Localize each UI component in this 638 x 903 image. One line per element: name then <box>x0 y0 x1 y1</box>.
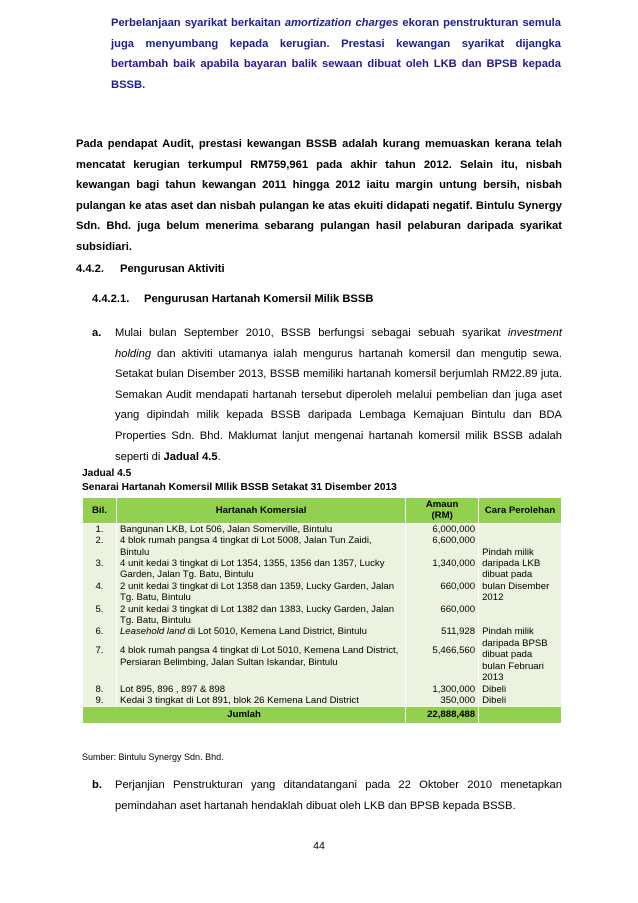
blue-paragraph-text-1: Perbelanjaan syarikat berkaitan <box>111 17 285 29</box>
blue-highlight-paragraph <box>111 13 561 95</box>
section-number: 4.4.2. <box>76 263 104 275</box>
row-acquisition-method: Dibeli <box>479 684 562 695</box>
row-amount: 350,000 <box>406 695 479 707</box>
row-description-italic: Leasehold land <box>119 626 186 638</box>
row-amount: 660,000 <box>406 581 479 604</box>
item-a-end: . <box>217 450 221 463</box>
row-description <box>116 626 405 645</box>
row-amount: 511,928 <box>406 626 479 645</box>
row-description: Bangunan LKB, Lot 506, Jalan Somerville, Bintulu <box>116 523 405 535</box>
row-description: Kedai 3 tingkat di Lot 891, blok 26 Kemena Land District <box>116 695 405 707</box>
row-description: Lot 895, 896 , 897 & 898 <box>116 684 405 695</box>
row-amount: 6,000,000 <box>406 523 479 535</box>
row-acquisition-method: Pindah milik daripada LKB dibuat pada bulan Disember 2012 <box>479 523 562 626</box>
row-description: 4 unit kedai 3 tingkat di Lot 1354, 1355, 1356 dan 1357, Lucky Garden, Jalan Tg. Batu, Bintulu <box>116 558 405 581</box>
section-heading-4-4-2-1 <box>92 293 373 305</box>
row-amount: 6,600,000 <box>406 535 479 558</box>
list-item-a <box>92 323 562 463</box>
section-heading-4-4-2 <box>76 263 225 275</box>
audit-opinion-paragraph: Pada pendapat Audit, prestasi kewangan BSSB adalah kurang memuaskan kerana telah mencatat kerugian terkumpul RM759,961 pada akhir tahun 2012. Selain itu, nisbah kewangan bagi tahun kewangan 2011 hingga 2012 iaitu margin untung bersih, nisbah pulangan ke atas aset dan nisbah pulangan ke atas ekuiti didapati negatif. Bintulu Synergy Sdn. Bhd. juga belum menerima sebarang pulangan hasil pelaburan daripada syarikat subsidiari. <box>76 138 562 253</box>
row-amount: 5,466,560 <box>406 645 479 683</box>
row-description: 4 blok rumah pangsa 4 tingkat di Lot 5008, Jalan Tun Zaidi, Bintulu <box>116 535 405 558</box>
row-bil: 6. <box>83 626 117 645</box>
row-bil: 9. <box>83 695 117 707</box>
header-amaun: Amaun (RM) <box>406 498 479 524</box>
header-hartanah: Hartanah Komersial <box>116 498 405 524</box>
row-acquisition-method: Pindah milik daripada BPSB dibuat pada bulan Februari 2013 <box>479 626 562 683</box>
table-title: Senarai Hartanah Komersil MIlik BSSB Setakat 31 Disember 2013 <box>82 482 397 493</box>
row-bil: 1. <box>83 523 117 535</box>
table-row <box>83 684 562 695</box>
table-header-row <box>83 498 562 524</box>
row-bil: 3. <box>83 558 117 581</box>
section-title: Pengurusan Aktiviti <box>120 263 225 275</box>
blue-paragraph-text-2: ekoran penstrukturan semula juga menyumbang kepada kerugian. Prestasi kewangan syarikat dijangka bertambah baik apabila bayaran balik sewaan dibuat oleh LKB dan BPSB kepada BSSB. <box>111 17 561 91</box>
row-description: 4 blok rumah pangsa 4 tingkat di Lot 5010, Kemena Land District, Persiaran Belimbing, Jalan Sultan Iskandar, Bintulu <box>116 645 405 683</box>
item-a-text-1: Mulai bulan September 2010, BSSB berfungsi sebagai sebuah syarikat <box>115 327 508 339</box>
row-acquisition-method: Dibeli <box>479 695 562 707</box>
table-reference: Jadual 4.5 <box>163 450 218 463</box>
table-total-row <box>83 707 562 723</box>
row-bil: 4. <box>83 581 117 604</box>
list-marker: a. <box>92 327 102 339</box>
total-amount: 22,888,488 <box>406 707 479 723</box>
section-title: Pengurusan Hartanah Komersil Milik BSSB <box>144 293 374 305</box>
table-row <box>83 523 562 535</box>
list-item-body <box>115 323 562 467</box>
total-empty-cell <box>479 707 562 723</box>
table-row <box>83 626 562 645</box>
page-number: 44 <box>313 840 325 852</box>
row-bil: 8. <box>83 684 117 695</box>
row-description-text: di Lot 5010, Kemena Land District, Bintulu <box>185 626 367 638</box>
list-item-body: Perjanjian Penstrukturan yang ditandatangani pada 22 Oktober 2010 menetapkan pemindahan aset hartanah hendaklah dibuat oleh LKB dan BPSB kepada BSSB. <box>115 779 562 812</box>
item-a-italic: investment holding <box>115 327 562 360</box>
row-amount: 1,340,000 <box>406 558 479 581</box>
row-description: 2 unit kedai 3 tingkat di Lot 1382 dan 1383, Lucky Garden, Jalan Tg. Batu, Bintulu <box>116 604 405 627</box>
section-number: 4.4.2.1. <box>92 293 130 305</box>
row-amount: 1,300,000 <box>406 684 479 695</box>
header-bil: Bil. <box>83 498 117 524</box>
row-description: 2 unit kedai 3 tingkat di Lot 1358 dan 1359, Lucky Garden, Jalan Tg. Batu, Bintulu <box>116 581 405 604</box>
table-source: Sumber: Bintulu Synergy Sdn. Bhd. <box>82 752 224 762</box>
row-bil: 5. <box>83 604 117 627</box>
item-a-text-2: dan aktiviti utamanya ialah mengurus hartanah komersil dan mengutip sewa. Setakat bulan Disember 2013, BSSB memiliki hartanah komersil berjumlah RM22.89 juta. Semakan Audit mendapati hartanah tersebut diperoleh melalui pembelian dan juga aset yang dipindah milik kepada BSSB daripada Lembaga Kemajuan Bintulu dan BDA Properties Sdn. Bhd. Maklumat lanjut mengenai hartanah komersil milik BSSB adalah seperti di <box>115 347 562 463</box>
list-item-b <box>92 775 562 825</box>
total-label: Jumlah <box>83 707 406 723</box>
row-amount: 660,000 <box>406 604 479 627</box>
header-cara: Cara Perolehan <box>479 498 562 524</box>
blue-paragraph-italic: amortization charges <box>284 17 399 29</box>
table-label: Jadual 4.5 <box>82 468 132 479</box>
list-marker: b. <box>92 779 102 791</box>
row-bil: 2. <box>83 535 117 558</box>
row-bil: 7. <box>83 645 117 683</box>
property-table <box>82 497 562 723</box>
table-row <box>83 695 562 707</box>
